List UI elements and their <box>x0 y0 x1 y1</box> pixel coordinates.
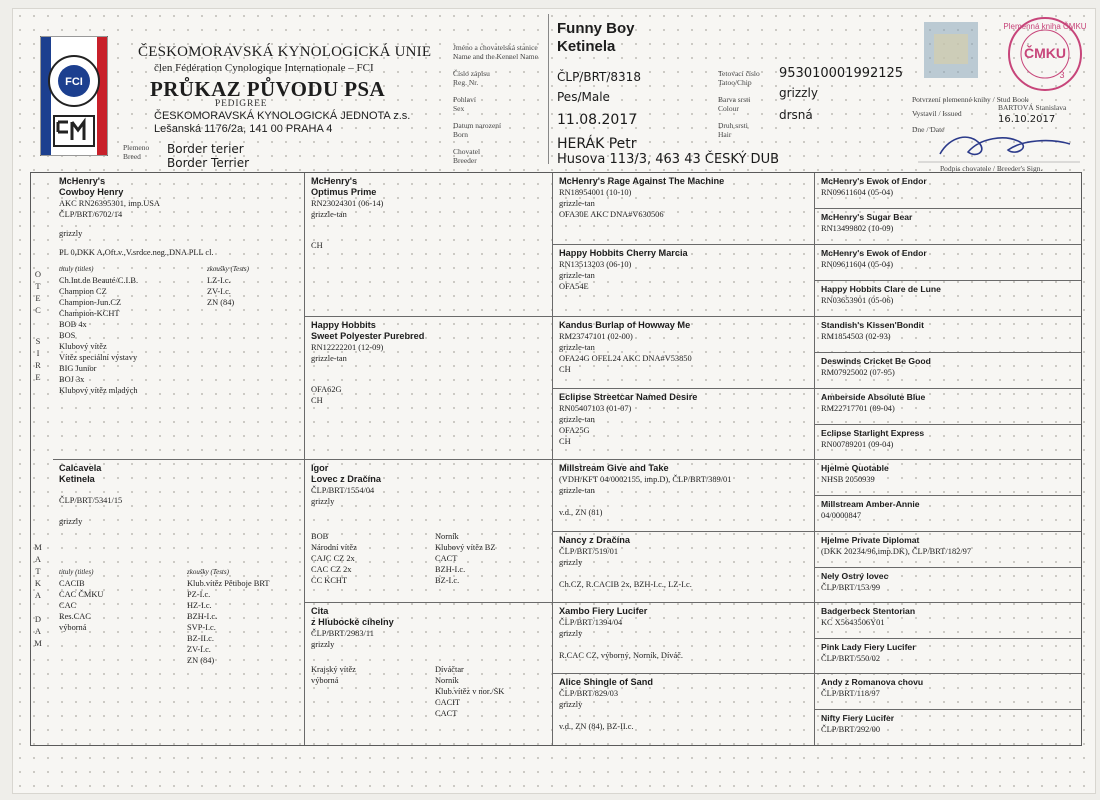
gen4-ancestor-5: Standish's Kissen'Bondit RM1854503 (02-93) <box>815 317 1081 353</box>
sire-titles: Ch.Int.de Beauté/C.I.B. Champion CZ Champion-Jun.CZ Champion-KCHT BOB 4x BOS Klubový vítěz Vítěz speciální výstavy BIG Junior BOJ 3x Klubový vítěz mladých <box>59 276 139 395</box>
org-address: Lešanská 1176/2a, 141 00 PRAHA 4 <box>154 123 333 135</box>
gen4-ancestor-9: Hjelme Quotable NHSB 2050939 <box>815 460 1081 496</box>
document-subtitle: PEDIGREE <box>215 99 268 109</box>
dam-side-label-en: D A M <box>34 614 42 648</box>
gen3-ancestor-5: Millstream Give and Take (VDH/KFT 04/0002155, imp.D), ČLP/BRT/389/01 grizzle-tan v.d., ZN (81) <box>553 460 815 532</box>
dam-side-label: M A T K A <box>34 542 42 600</box>
colour-label: Barva srsti Colour <box>718 95 751 113</box>
breeder-label: Chovatel Breeder <box>453 147 481 165</box>
issued-label: Vystavil / Issued <box>912 109 962 118</box>
dog-name-line1: Funny Boy <box>557 20 635 37</box>
chip-value: 953010001992125 <box>779 66 904 81</box>
hair-label: Druh srsti Hair <box>718 121 748 139</box>
gen3-ancestor-4: Eclipse Streetcar Named Desire RN05407103 (01-07) grizzle-tan OFA25G CH <box>553 389 815 460</box>
sire-side-label: O T E C <box>34 269 42 315</box>
sex-value: Pes/Male <box>557 90 610 104</box>
gen4-ancestor-15: Andy z Romanova chovu ČLP/BRT/118/97 <box>815 674 1081 710</box>
date-label: Dne / Date <box>912 125 945 134</box>
breed-label: Plemeno Breed <box>123 143 150 161</box>
tattoo-label: Tetovací číslo Tatoo/Chip <box>718 69 760 87</box>
org-line1: ČESKOMORAVSKÁ KYNOLOGICKÁ UNIE <box>138 44 432 60</box>
gen2-ancestor-3: Igor Lovec z Dračína ČLP/BRT/1554/04 grizzly BOB Národní vítěz CAJC CZ 2x CAC CZ 2x CC KCHT Norník Klubový vítěz BZ CACT BZH-I.c. BZ-I.c. <box>305 460 553 603</box>
gen3-ancestor-7: Xambo Fiery Lucifer ČLP/BRT/1394/04 grizzly R.CAC CZ, výborný, Norník, Díváč. <box>553 603 815 674</box>
document-title: PRŮKAZ PŮVODU PSA <box>150 77 386 101</box>
svg-text:3: 3 <box>1059 70 1065 80</box>
colour-value: grizzly <box>779 86 818 100</box>
gen4-ancestor-4: Happy Hobbits Clare de Lune RN03653901 (05-06) <box>815 281 1081 317</box>
gen3-ancestor-8: Alice Shingle of Sand ČLP/BRT/829/03 grizzly v.d., ZN (84), BZ-II.c. <box>553 674 815 745</box>
svg-text:Plemenná kniha ČMKU: Plemenná kniha ČMKU <box>1003 22 1087 31</box>
hair-value: drsná <box>779 108 813 122</box>
confirm-label: Potvrzení plemenné knihy / Stud Book <box>912 95 1029 104</box>
gen4-ancestor-7: Amberside Absolute Blue RM22717701 (09-04) <box>815 389 1081 425</box>
gen4-ancestor-13: Badgerbeck Stentorian KC X5643506Y01 <box>815 603 1081 639</box>
born-label: Datum narození Born <box>453 121 502 139</box>
born-value: 11.08.2017 <box>557 112 638 128</box>
breed-cz: Border terier <box>167 142 244 156</box>
dam-cell: Calcavela Ketinela ČLP/BRT/5341/15 grizzly tituly (titles) CACIB CAC ČMKU CAC Res.CAC výborná zkoušky (Tests) Klub.vítěz Pětiboje BRT PZ-I.c. HZ-I.c. BZH-I.c. SVP-I.c. BZ-II.c. ZV-I.c. ZN (84) <box>53 460 305 745</box>
gen4-ancestor-1: McHenry's Ewok of Endor RN09611604 (05-04) <box>815 173 1081 209</box>
issued-by: BARTOVÁ Stanislava <box>998 103 1067 112</box>
gen4-ancestor-8: Eclipse Starlight Express RN00789201 (09-04) <box>815 425 1081 460</box>
fci-cmku-logo <box>40 36 108 156</box>
gen4-ancestor-12: Nely Ostrý lovec ČLP/BRT/153/99 <box>815 568 1081 603</box>
pedigree-grid <box>30 172 1082 746</box>
gen4-ancestor-14: Pink Lady Fiery Lucifer ČLP/BRT/550/02 <box>815 639 1081 674</box>
org-line2: člen Fédération Cynologique Internationale – FCI <box>154 62 374 74</box>
org-line3: ČESKOMORAVSKÁ KYNOLOGICKÁ JEDNOTA z.s. <box>154 110 411 122</box>
svg-text:ČMKU: ČMKU <box>1024 45 1066 61</box>
gen4-ancestor-3: McHenry's Ewok of Endor RN09611604 (05-04) <box>815 245 1081 281</box>
gen4-ancestor-16: Nifty Fiery Lucifer ČLP/BRT/292/00 <box>821 713 895 734</box>
gen3-ancestor-3: Kandus Burlap of Howway Me RM23747101 (02-00) grizzle-tan OFA24G OFEL24 AKC DNA#V53850 CH <box>553 317 815 389</box>
gen4-ancestor-10: Millstream Amber-Annie 04/0000847 <box>815 496 1081 532</box>
reg-number: ČLP/BRT/8318 <box>557 70 641 84</box>
gen3-ancestor-1: McHenry's Rage Against The Machine RN18954001 (10-10) grizzle-tan OFA30E AKC DNA#V630506 <box>553 173 815 245</box>
sex-label: Pohlaví Sex <box>453 95 476 113</box>
gen3-ancestor-6: Nancy z Dračína ČLP/BRT/519/01 grizzly Ch.CZ, R.CACIB 2x, BZH-I.c., LZ-I.c. <box>553 532 815 603</box>
gen4-ancestor-2: McHenry's Sugar Bear RN13499802 (10-09) <box>815 209 1081 245</box>
issue-date: 16.10.2017 <box>998 114 1056 125</box>
sire-tests: LZ-I.c. ZV-I.c. ZN (84) <box>207 276 235 307</box>
studbook-stamp <box>920 14 1096 98</box>
gen4-ancestor-6: Deswinds Cricket Be Good RM07925002 (07-95) <box>815 353 1081 389</box>
breeder-name: HERÁK Petr <box>557 136 637 152</box>
reg-label: Číslo zápisu Reg. Nr. <box>453 69 490 87</box>
breed-en: Border Terrier <box>167 156 250 170</box>
sign-label: Podpis chovatele / Breeder's Sign. <box>940 164 1043 173</box>
gen3-ancestor-2: Happy Hobbits Cherry Marcia RN13513203 (06-10) grizzle-tan OFA54E <box>553 245 815 317</box>
sire-side-label-en: S I R E <box>35 336 41 382</box>
header-divider <box>548 14 549 164</box>
gen2-ancestor-2: Happy Hobbits Sweet Polyester Purebred RN12222201 (12-09) grizzle-tan OFA62G CH <box>305 317 553 460</box>
dog-name-line2: Ketinela <box>557 38 616 55</box>
gen4-ancestor-11: Hjelme Private Diplomat (DKK 20234/96,imp.DK), ČLP/BRT/182/97 <box>815 532 1081 568</box>
svg-text:FCI: FCI <box>65 76 83 88</box>
breeder-address: Husova 113/3, 463 43 ČESKÝ DUB <box>557 152 780 167</box>
name-label: Jméno a chovatelská stanice Name and the Kennel Name <box>453 43 538 61</box>
gen2-ancestor-1: McHenry's Optimus Prime RN23024301 (06-14) grizzle-tan CH <box>305 173 553 317</box>
gen2-ancestor-4: Cita z Hlubocké cihelny ČLP/BRT/2983/11 grizzly Krajský vítěz výborná Díváčtar Norník Klub.vítěz v nor./SK CACIT CACT <box>305 603 553 745</box>
breeder-signature <box>910 125 1085 166</box>
sire-cell: McHenry's Cowboy Henry AKC RN26395301, imp.USA ČLP/BRT/6702/14 grizzly PL 0,DKK A,Oft.v.,V.srdce.neg.,DNA PLL cl. tituly (titles) Ch.Int.de Beauté/C.I.B. Champion CZ Champion-Jun.CZ Champion-KCHT BOB 4x BOS Klubový vítěz Vítěz speciální výstavy BIG Junior BOJ 3x Klubový vítěz mladých zkoušky (Tests) LZ-I.c. ZV-I.c. ZN (84) <box>53 173 305 460</box>
